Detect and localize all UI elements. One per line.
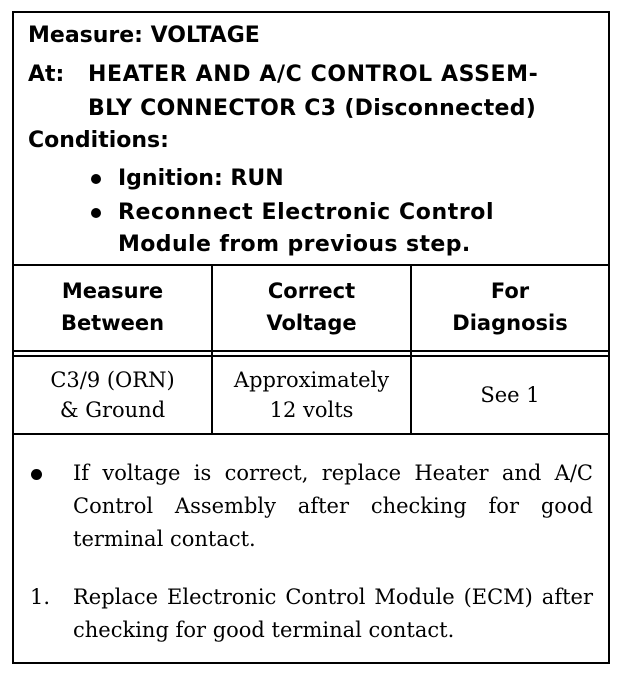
note-bullet: [31, 469, 42, 480]
cell-correct-voltage: Approximately 12 volts: [233, 368, 390, 422]
at-label: At:: [28, 62, 65, 87]
note-number-1: 1.: [30, 585, 51, 609]
voltage-table: [14, 264, 608, 435]
cell-for-diagnosis: See 1: [480, 383, 540, 407]
measure-title: Measure: VOLTAGE: [28, 23, 260, 48]
header-measure-between: Measure Between: [60, 279, 165, 335]
note-voltage-correct: If voltage is correct, replace Heater and A/C Control Assembly after checking for good terminal contact.: [73, 461, 593, 551]
header-for-diagnosis: For Diagnosis: [452, 279, 568, 335]
diagnosis-notes: [14, 436, 608, 662]
diagnostic-box: [12, 11, 610, 664]
note-replace-ecm: Replace Electronic Control Module (ECM) after checking for good terminal contact.: [73, 585, 593, 642]
header-correct-voltage: Correct Voltage: [266, 279, 357, 335]
header-double-rule: [14, 350, 608, 352]
condition-reconnect-line2: Module from previous step.: [118, 232, 471, 257]
cell-measure-between: C3/9 (ORN) & Ground: [50, 368, 175, 422]
condition-reconnect-line1: Reconnect Electronic Control: [118, 200, 495, 225]
condition-bullet: [91, 174, 101, 184]
at-location-line2: BLY CONNECTOR C3 (Disconnected): [88, 96, 537, 121]
at-location-line1: HEATER AND A/C CONTROL ASSEM-: [88, 62, 539, 87]
condition-bullet: [91, 208, 101, 218]
measurement-header: [14, 13, 608, 264]
condition-ignition: Ignition: RUN: [118, 166, 284, 191]
conditions-label: Conditions:: [28, 128, 169, 153]
table-bottom-rule: [14, 433, 608, 435]
